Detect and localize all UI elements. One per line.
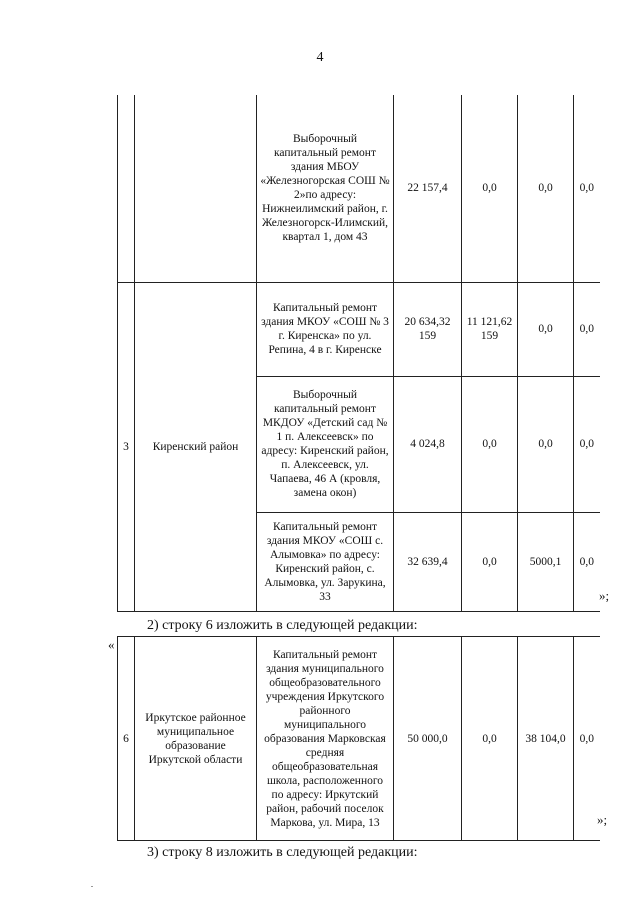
row-number-cell <box>118 95 135 282</box>
district-cell: Киренский район <box>135 282 257 611</box>
value-cell-3: 0,0 <box>518 376 574 512</box>
opening-quote-mark: « <box>108 637 115 652</box>
district-cell <box>135 95 257 282</box>
value-cell-3: 0,0 <box>518 95 574 282</box>
value-cell-3: 38 104,0 <box>518 637 574 841</box>
table-row <box>118 95 600 282</box>
object-cell: Выборочный капитальный ремонт МКДОУ «Детский сад № 1 п. Алексеевск» по адресу: Киренский район, п. Алексеевск, ул. Чапаева, 46 А (кровля, замена окон) <box>257 376 394 512</box>
closing-quote-mark: »; <box>599 588 610 603</box>
value-cell-1: 32 639,4 <box>394 512 462 611</box>
value-cell-3: 5000,1 <box>518 512 574 611</box>
instruction-line-row-6: 2) строку 6 изложить в следующей редакции: <box>147 618 418 633</box>
value-cell-3: 0,0 <box>518 282 574 376</box>
row-number-cell: 3 <box>118 282 135 611</box>
value-cell-2: 11 121,62 159 <box>462 282 518 376</box>
instruction-line-row-8: 3) строку 8 изложить в следующей редакции: <box>147 845 418 860</box>
value-cell-2: 0,0 <box>462 512 518 611</box>
district-cell: Иркутское районное муниципальное образование Иркутской области <box>135 637 257 841</box>
value-cell-2: 0,0 <box>462 637 518 841</box>
value-cell-1: 50 000,0 <box>394 637 462 841</box>
page-number: 4 <box>316 50 324 65</box>
object-cell: Капитальный ремонт здания муниципального общеобразовательного учреждения Иркутского районного муниципального образования Марковская средняя общеобразовательная школа, расположенного по адресу: Иркутский район, рабочий поселок Маркова, ул. Мира, 13 <box>257 637 394 841</box>
object-cell: Капитальный ремонт здания МКОУ «СОШ с. Алымовка» по адресу: Киренский район, с. Алымовка, ул. Зарукина, 33 <box>257 512 394 611</box>
table-row <box>118 637 600 841</box>
object-cell: Выборочный капитальный ремонт здания МБОУ «Железногорская СОШ № 2»по адресу: Нижнеилимский район, г. Железногорск-Илимский, квартал 1, дом 43 <box>257 95 394 282</box>
value-cell-4: 0,0 <box>574 512 600 611</box>
value-cell-4: 0,0 <box>574 282 600 376</box>
table-row <box>118 282 600 376</box>
program-table-row-6 <box>117 636 600 841</box>
value-cell-4: 0,0 <box>574 376 600 512</box>
row-number-cell: 6 <box>118 637 135 841</box>
value-cell-1: 4 024,8 <box>394 376 462 512</box>
value-cell-4: 0,0 <box>574 637 600 841</box>
scan-speck <box>91 886 93 887</box>
value-cell-4: 0,0 <box>574 95 600 282</box>
value-cell-2: 0,0 <box>462 376 518 512</box>
closing-quote-mark: »; <box>597 812 608 827</box>
value-cell-1: 20 634,32 159 <box>394 282 462 376</box>
program-table-continuation <box>117 95 600 612</box>
value-cell-1: 22 157,4 <box>394 95 462 282</box>
value-cell-2: 0,0 <box>462 95 518 282</box>
object-cell: Капитальный ремонт здания МКОУ «СОШ № 3 г. Киренска» по ул. Репина, 4 в г. Киренске <box>257 282 394 376</box>
